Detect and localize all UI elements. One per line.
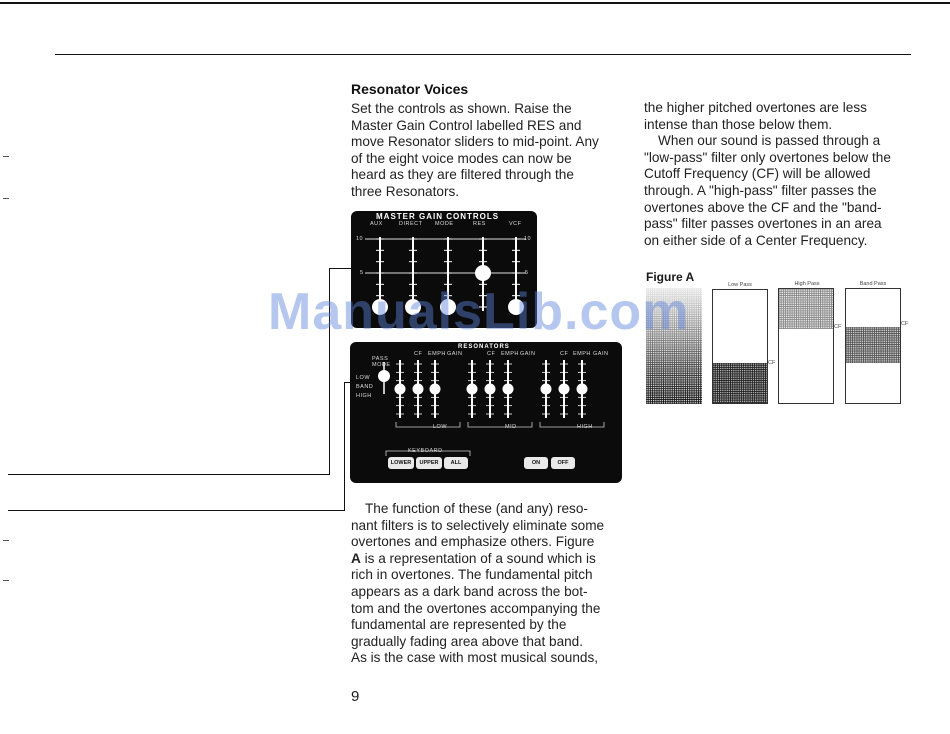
slider-knob[interactable] [541, 384, 552, 395]
text-line [351, 551, 626, 568]
column-label-res: RES [473, 221, 486, 227]
group-header-cf: CF [560, 351, 569, 357]
slider-knob[interactable] [485, 384, 496, 395]
column-label-vcf: VCF [509, 221, 522, 227]
connector-line-upper-h [8, 474, 330, 475]
group-label-low: LOW [433, 424, 448, 430]
high-pass-band [779, 289, 833, 329]
margin-tick [3, 156, 9, 157]
column-label-mode: MODE [435, 221, 454, 227]
pass-mode-high: HIGH [356, 393, 372, 399]
text-line: overtones and emphasize others. Figure [351, 534, 595, 550]
text-line: Master Gain Control labelled RES and [351, 117, 582, 133]
slider-knob[interactable] [467, 384, 478, 395]
pass-mode-knob[interactable] [378, 370, 390, 382]
keyboard-label: KEYBOARD [408, 448, 443, 454]
slider-knob[interactable] [430, 384, 441, 395]
cf-label: CF [901, 321, 909, 327]
header-rule [55, 54, 911, 55]
scale-label-top-right: 10 [524, 236, 532, 242]
watermark: ManualsLib.com [268, 283, 690, 341]
intro-paragraph [351, 101, 626, 201]
connector-line-upper-stub [329, 268, 353, 269]
pass-mode-label: PASS MODE [372, 356, 391, 368]
text-line: pass" filter passes overtones in an area [644, 216, 882, 232]
text-line-rest: is a representation of a sound which is [360, 550, 596, 566]
text-line: the higher pitched overtones are less [644, 100, 867, 115]
scale-label-top: 10 [356, 236, 364, 242]
text-line: When our sound is passed through a [658, 133, 881, 149]
group-header-gain: GAIN [520, 351, 536, 357]
text-line: rich in overtones. The fundamental pitch [351, 567, 593, 583]
slider-knob[interactable] [475, 265, 491, 281]
text-line: appears as a dark band across the bot- [351, 583, 588, 599]
keyboard-upper-button[interactable]: UPPER [416, 457, 442, 469]
text-line: gradually fading area above that band. [351, 633, 584, 649]
group-label-mid: MID [505, 424, 517, 430]
keyboard-lower-button[interactable]: LOWER [388, 457, 414, 469]
text-line: As is the case with most musical sounds, [351, 650, 599, 666]
text-line: nant filters is to selectively eliminate some [351, 517, 605, 533]
text-line: of the eight voice modes can now be [351, 150, 572, 166]
margin-tick [3, 540, 9, 541]
section-heading: Resonator Voices [351, 81, 469, 97]
margin-tick [3, 580, 9, 581]
group-header-emph: EMPH [501, 351, 519, 357]
group-bracket [468, 422, 532, 427]
slider-knob[interactable] [503, 384, 514, 395]
text-line: move Resonator sliders to mid-point. Any [351, 134, 599, 150]
slider-knob[interactable] [559, 384, 570, 395]
pass-mode-low: LOW [356, 375, 371, 381]
resonators-title: RESONATORS [458, 344, 510, 350]
right-paragraph [644, 100, 919, 249]
top-border-line [0, 2, 950, 4]
figure-band-pass [845, 288, 901, 404]
on-button[interactable]: ON [524, 457, 548, 469]
group-header-cf: CF [487, 351, 496, 357]
group-bracket [396, 422, 460, 427]
resonators-panel [350, 342, 622, 483]
scale-label-mid-right: 5 [525, 270, 529, 276]
margin-tick [3, 198, 9, 199]
figure-low-pass [712, 289, 768, 404]
band-pass-band [846, 327, 900, 363]
connector-line-lower-h [8, 510, 345, 511]
cf-label: CF [768, 360, 776, 366]
text-line: overtones above the CF and the "band- [644, 199, 882, 215]
text-line: tom and the overtones accompanying the [351, 600, 601, 616]
figure-label-low-pass: Low Pass [728, 282, 752, 288]
off-button[interactable]: OFF [551, 457, 575, 469]
text-line: intense than those below them. [644, 116, 833, 132]
text-line: on either side of a Center Frequency. [644, 232, 868, 248]
group-header-emph: EMPH [573, 351, 591, 357]
group-header-gain: GAIN [593, 351, 609, 357]
body-paragraph [351, 501, 626, 667]
text-line: "low-pass" filter only overtones below the [644, 149, 891, 165]
column-label-aux: AUX [370, 221, 383, 227]
keyboard-all-button[interactable]: ALL [444, 457, 468, 469]
text-line: The function of these (and any) reso- [365, 501, 588, 516]
figure-label-band-pass: Band Pass [859, 281, 887, 287]
scale-label-mid: 5 [360, 270, 364, 276]
group-label-high: HIGH [577, 424, 593, 430]
group-header-cf: CF [414, 351, 423, 357]
text-line: three Resonators. [351, 183, 460, 199]
master-gain-title: MASTER GAIN CONTROLS [376, 212, 500, 221]
pass-mode-band: BAND [356, 384, 374, 390]
group-header-emph: EMPH [428, 351, 446, 357]
group-bracket [540, 422, 604, 427]
text-line: heard as they are filtered through the [351, 167, 574, 183]
group-header-gain: GAIN [447, 351, 463, 357]
figure-title: Figure A [646, 270, 695, 284]
figure-label-high-pass: High Pass [794, 281, 820, 287]
column-label-direct: DIRECT [399, 221, 423, 227]
slider-knob[interactable] [395, 384, 406, 395]
text-line: fundamental are represented by the [351, 617, 567, 633]
slider-knob[interactable] [577, 384, 588, 395]
slider-knob[interactable] [413, 384, 424, 395]
text-line: Cutoff Frequency (CF) will be allowed [644, 166, 871, 182]
page-number: 9 [351, 688, 360, 705]
text-line: through. A "high-pass" filter passes the [644, 182, 877, 198]
figure-ref: A [351, 550, 361, 566]
low-pass-band [713, 363, 767, 403]
figure-high-pass [778, 288, 834, 404]
cf-label: CF [834, 324, 842, 330]
text-line: Set the controls as shown. Raise the [351, 101, 572, 116]
connector-line-lower-v [344, 382, 345, 511]
